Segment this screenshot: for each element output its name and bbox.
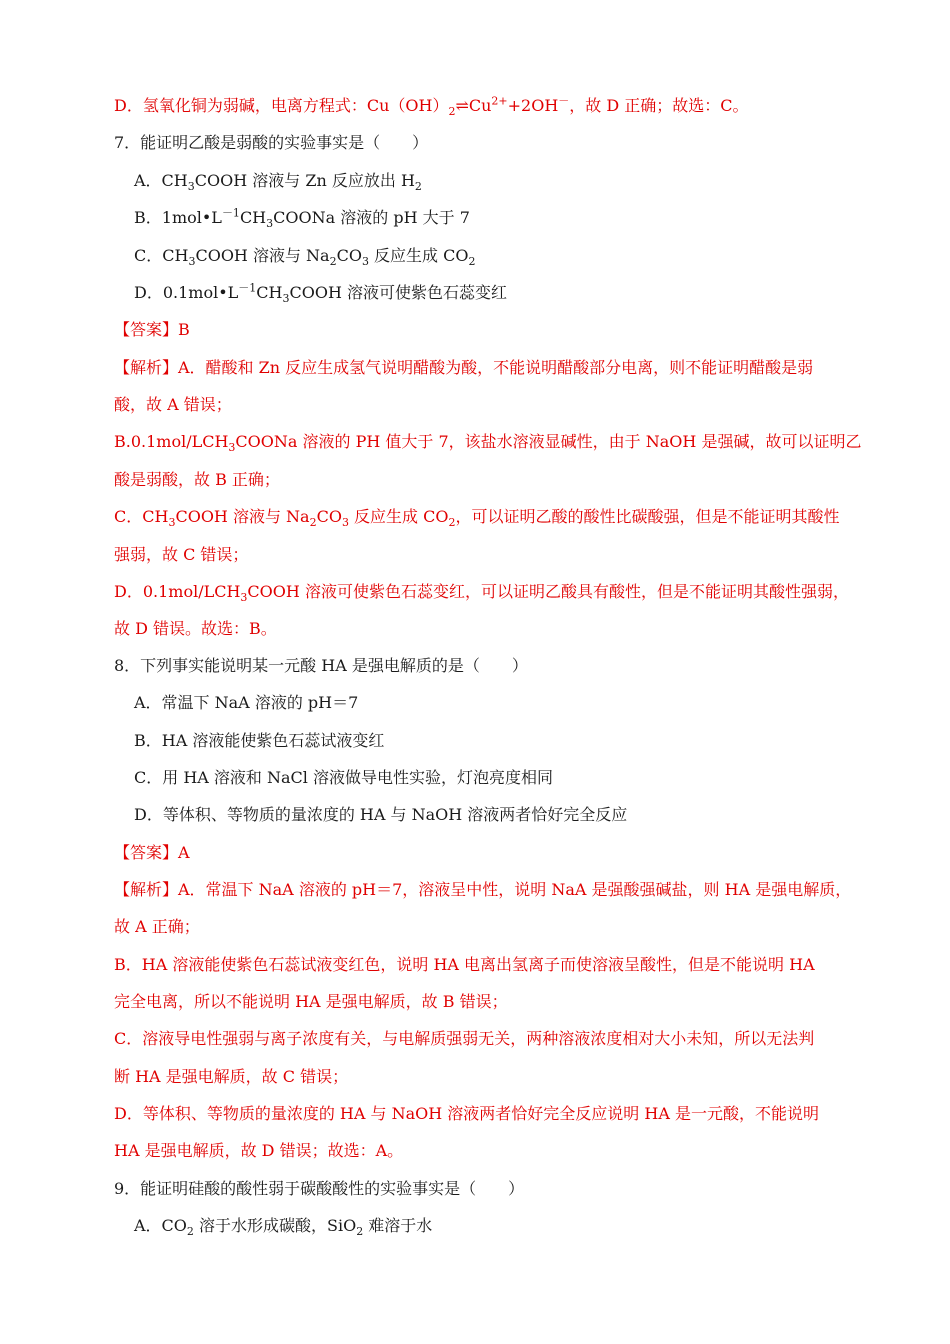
question-8-analysis-line: 完全电离，所以不能说明 HA 是强电解质，故 B 错误；: [114, 992, 508, 1011]
question-9-stem: 9．能证明硅酸的酸性弱于碳酸酸性的实验事实是（ ）: [114, 1179, 525, 1198]
question-8-analysis-line: 故 A 正确；: [114, 917, 200, 936]
question-7-analysis-line: 酸是弱酸，故 B 正确；: [114, 470, 280, 489]
question-7-answer: 【答案】B: [114, 320, 190, 339]
question-8-answer: 【答案】A: [114, 843, 190, 862]
question-8-analysis-line: B．HA 溶液能使紫色石蕊试液变红色，说明 HA 电离出氢离子而使溶液呈酸性，但是不能说明 HA: [114, 955, 815, 974]
question-8-analysis-line: 断 HA 是强电解质，故 C 错误；: [114, 1067, 349, 1086]
question-7-analysis-line: 【解析】A．醋酸和 Zn 反应生成氢气说明醋酸为酸，不能说明醋酸部分电离，则不能证明醋酸是弱: [114, 358, 814, 377]
question-7-analysis-line: C．$CH_3COOH$ 溶液与 $Na_2CO_3$ 反应生成 $CO_2$，可以证明乙酸的酸性比碳酸强，但是不能证明其酸性: [114, 507, 840, 530]
question-7-analysis-line: 酸，故 A 错误；: [114, 395, 232, 414]
question-7-option-d: D．$0.1mol•L^{-1}CH_3COOH$ 溶液可使紫色石蕊变红: [134, 281, 507, 306]
question-7-option-c: C．$CH_3COOH$ 溶液与 $Na_2CO_3$ 反应生成 $CO_2$: [134, 246, 476, 269]
question-7-option-b: B．$1mol•L^{-1}CH_3COONa$ 溶液的 pH 大于 7: [134, 206, 470, 231]
question-8-analysis-line: D．等体积、等物质的量浓度的 HA 与 NaOH 溶液两者恰好完全反应说明 HA 是一元酸，不能说明: [114, 1104, 819, 1123]
question-8-analysis-line: C．溶液导电性强弱与离子浓度有关，与电解质强弱无关，两种溶液浓度相对大小未知，所以无法判: [114, 1029, 815, 1048]
question-8-option-b: B．HA 溶液能使紫色石蕊试液变红: [134, 731, 385, 750]
question-8-option-d: D．等体积、等物质的量浓度的 HA 与 NaOH 溶液两者恰好完全反应: [134, 805, 628, 824]
question-8-analysis-line: 【解析】A．常温下 NaA 溶液的 pH＝7，溶液呈中性，说明 NaA 是强酸强碱盐，则 HA 是强电解质，: [114, 880, 852, 899]
q6-analysis-option-d: D．氢氧化铜为弱碱，电离方程式：$Cu(OH)_2\rightleftharpoons Cu^{2+}+2OH^-$，故 D 正确；故选：C。: [114, 94, 749, 119]
question-8-option-c: C．用 HA 溶液和 NaCl 溶液做导电性实验，灯泡亮度相同: [134, 768, 553, 787]
question-7-option-a: A．$CH_3COOH$ 溶液与 Zn 反应放出 $H_2$: [134, 171, 422, 194]
question-7-stem: 7．能证明乙酸是弱酸的实验事实是（ ）: [114, 133, 429, 152]
question-8-option-a: A．常温下 NaA 溶液的 pH＝7: [134, 693, 359, 712]
question-9-option-a: A．$CO_2$ 溶于水形成碳酸，SiO$_2$ 难溶于水: [134, 1216, 433, 1239]
question-8-stem: 8．下列事实能说明某一元酸 HA 是强电解质的是（ ）: [114, 656, 528, 675]
question-7-analysis-line: D．$0.1mol/LCH_3COOH$ 溶液可使紫色石蕊变红，可以证明乙酸具有酸性，但是不能证明其酸性强弱，: [114, 582, 849, 605]
question-7-analysis-line: 故 D 错误。故选：B。: [114, 619, 277, 638]
question-7-analysis-line: 强弱，故 C 错误；: [114, 545, 249, 564]
question-7-analysis-line: $B.0.1mol/LCH_3COONa$ 溶液的 PH 值大于 7，该盐水溶液显碱性，由于 NaOH 是强碱，故可以证明乙: [114, 432, 862, 455]
question-8-analysis-line: HA 是强电解质，故 D 错误；故选：A。: [114, 1141, 404, 1160]
